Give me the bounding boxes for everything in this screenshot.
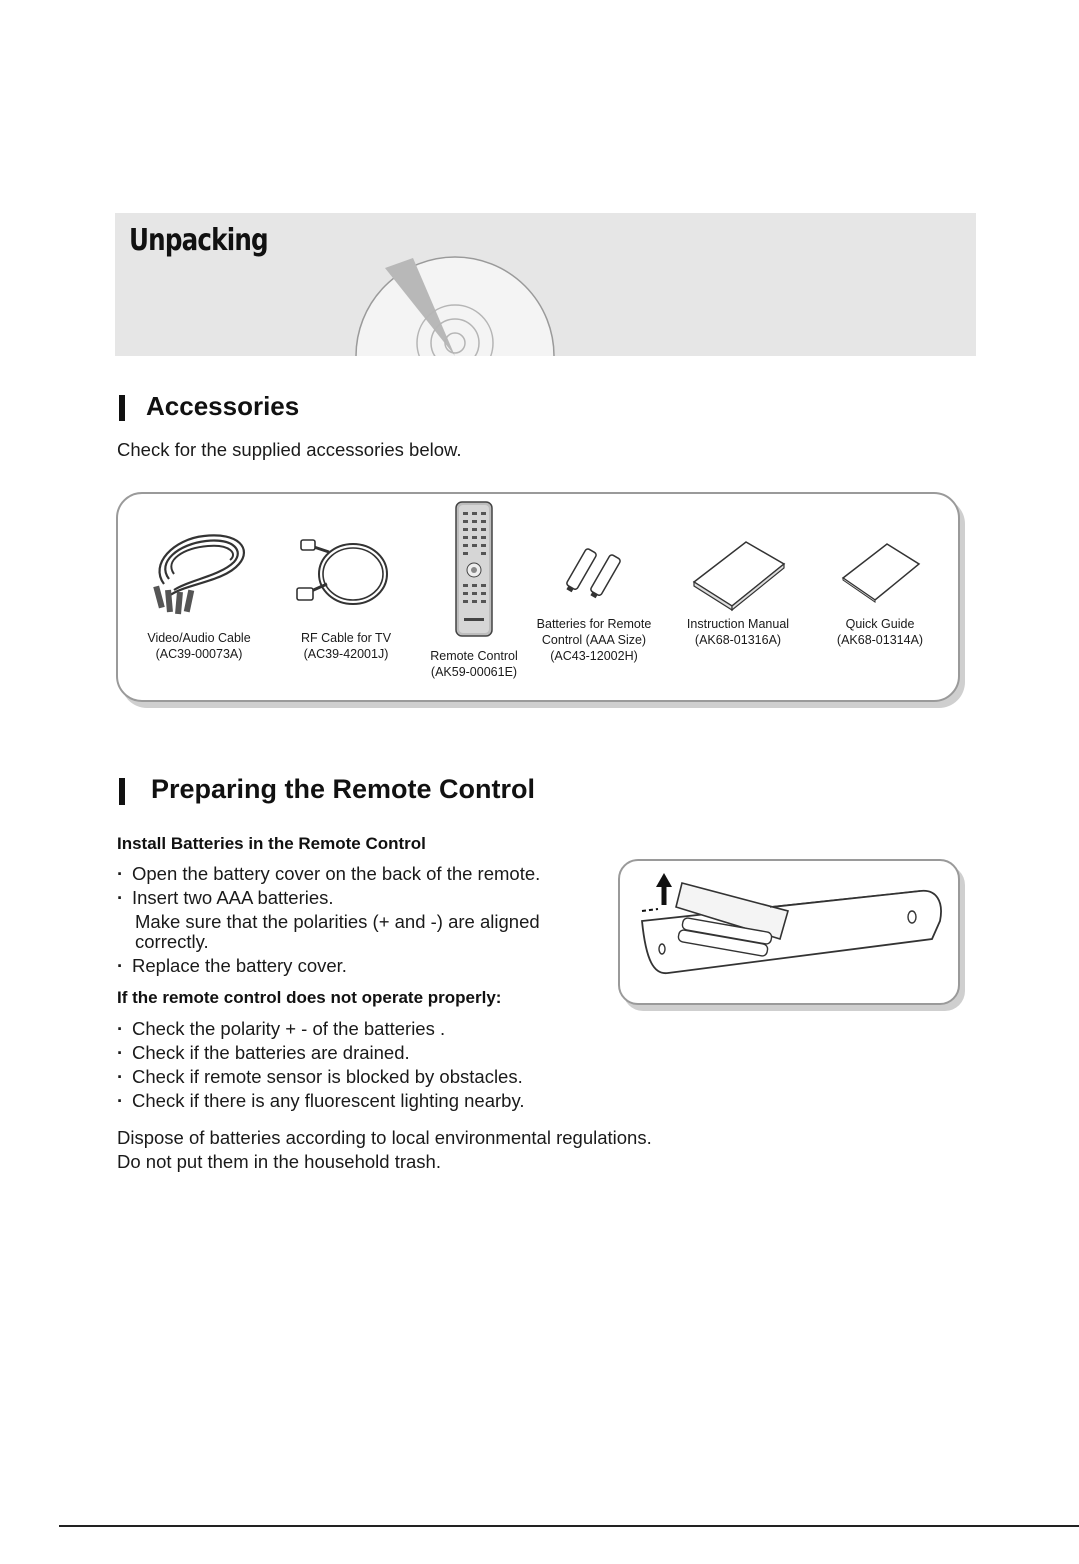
av-cable-icon (144, 524, 254, 620)
battery-illustration-box (618, 859, 960, 1005)
accessory-batteries (530, 530, 658, 664)
accessory-code: (AC39-42001J) (303, 647, 389, 661)
dispose-note-2: Do not put them in the household trash. (117, 1151, 441, 1172)
accessory-name: RF Cable for TV (300, 631, 392, 645)
accessories-intro: Check for the supplied accessories below. (117, 439, 462, 460)
accessory-quick-guide (822, 538, 938, 648)
list-item: · Check if the batteries are drained. (117, 1041, 717, 1065)
page-title: Unpacking (129, 223, 268, 258)
accessory-name-line2: Control (AAA Size) (541, 633, 647, 647)
list-item: · Replace the battery cover. (117, 954, 597, 978)
trouble-steps (117, 1017, 717, 1113)
dispose-note-1: Dispose of batteries according to local environmental regulations. (117, 1127, 652, 1148)
accessory-name: Batteries for Remote (536, 617, 652, 631)
section-marker (119, 395, 125, 421)
remote-control-icon (454, 500, 494, 638)
accessories-box (116, 492, 960, 702)
accessory-rf-cable (284, 524, 408, 662)
accessory-remote (418, 500, 530, 680)
accessory-name: Quick Guide (845, 617, 915, 631)
rf-cable-icon (291, 524, 401, 620)
list-item-note: Make sure that the polarities (+ and -) are aligned (135, 911, 540, 932)
trouble-heading: If the remote control does not operate properly: (117, 988, 502, 1007)
manual-icon (688, 534, 788, 614)
accessory-code: (AC39-00073A) (155, 647, 243, 661)
accessory-name: Remote Control (430, 649, 518, 663)
section-marker (119, 778, 125, 805)
install-steps (117, 862, 597, 978)
accessory-manual (676, 534, 800, 648)
remote-back-battery-icon (620, 861, 958, 1003)
footer-rule (59, 1525, 1079, 1527)
install-heading: Install Batteries in the Remote Control (117, 834, 426, 853)
remote-heading: Preparing the Remote Control (151, 774, 536, 804)
accessory-av-cable (132, 524, 266, 662)
list-item: · Insert two AAA batteries. (117, 886, 597, 910)
list-item: · Check if remote sensor is blocked by obstacles. (117, 1065, 717, 1089)
list-item: · Check if there is any fluorescent lighting nearby. (117, 1089, 717, 1113)
list-item: · Check the polarity + - of the batteries . (117, 1017, 717, 1041)
list-item-note: correctly. (135, 931, 209, 952)
list-item: · Open the battery cover on the back of the remote. (117, 862, 597, 886)
batteries-icon (559, 530, 629, 610)
accessory-code: (AK68-01314A) (836, 633, 924, 647)
accessories-heading: Accessories (146, 391, 300, 421)
quick-guide-icon (835, 538, 925, 612)
accessory-name: Video/Audio Cable (147, 631, 251, 645)
accessory-code: (AK68-01316A) (694, 633, 782, 647)
accessory-code: (AC43-12002H) (550, 649, 638, 663)
accessory-name: Instruction Manual (686, 617, 790, 631)
unpacking-banner (115, 213, 976, 356)
accessory-code: (AK59-00061E) (430, 665, 518, 679)
